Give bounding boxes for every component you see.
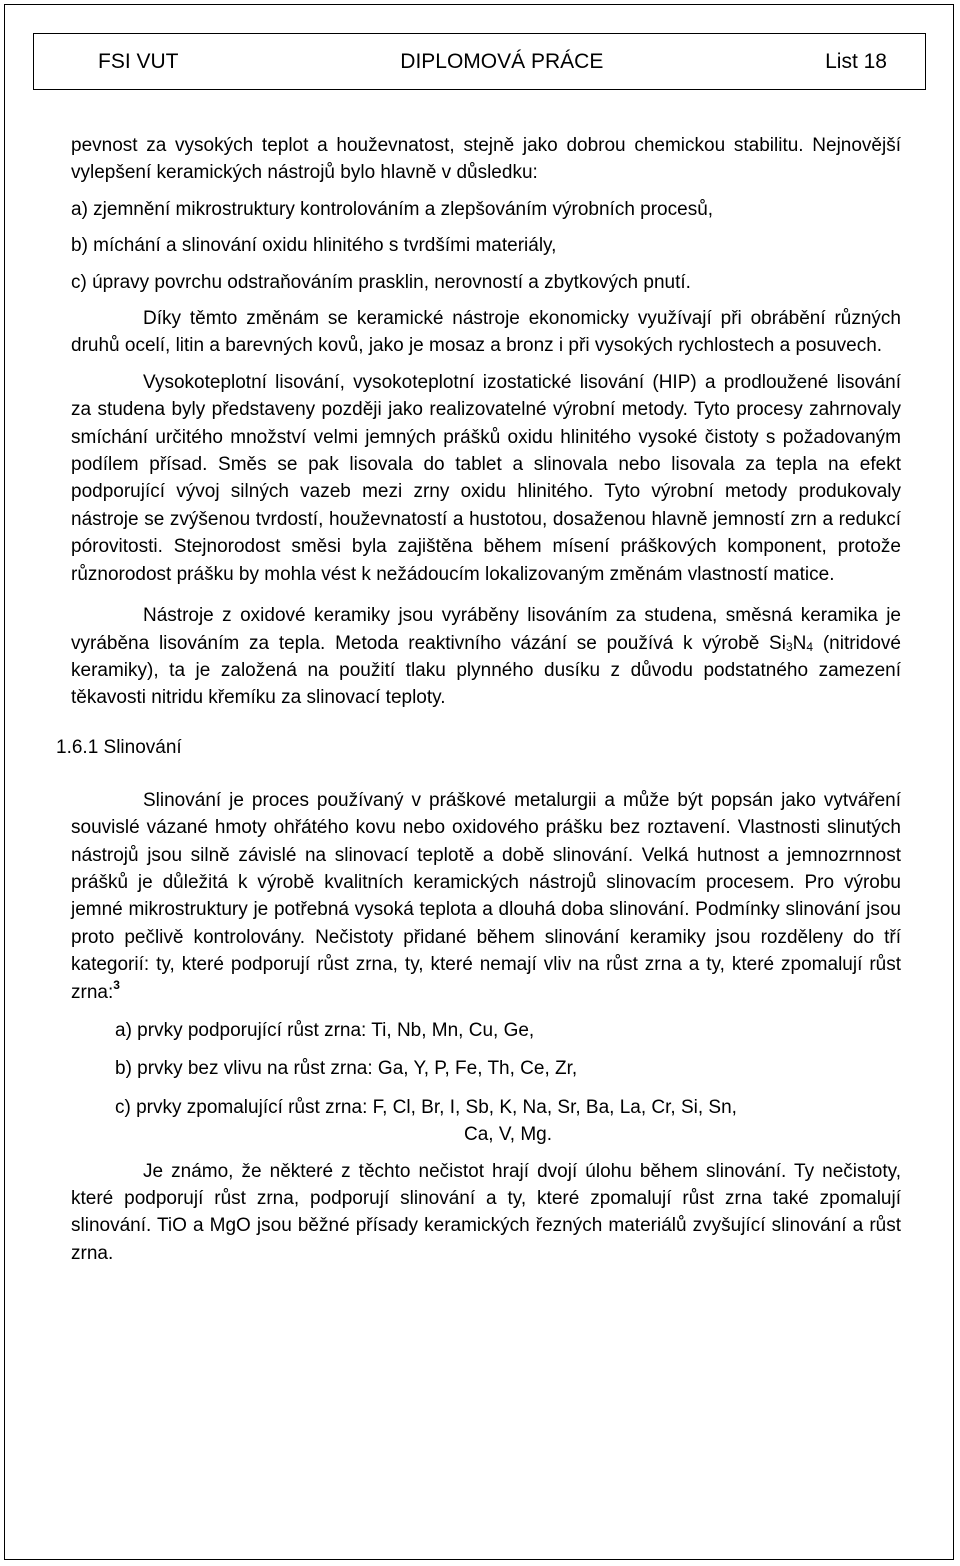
section-paragraph: Slinování je proces používaný v práškové metalurgii a může být popsán jako vytváření souvislé vázané hmoty ohřátého kovu nebo oxidového prášku bez roztavení. Vlastnosti slinutých nástrojů jsou silně závislé na slinovací teplotě a době slinování. Velká hutnost a jemnozrnnost prášků je důležitá k výrobě kvalitních keramických nástrojů slinovacím procesem. Pro výrobu jemné mikrostruktury je potřebná vysoká teplota a dlouhá doba slinování. Podmínky slinování jsou proto pečlivě kontrolovány. Nečistoty přidané během slinování keramiky jsou rozděleny do tří kategorií: ty, které podporují růst zrna, ty, které nemají vliv na růst zrna a ty, které zpomalují růst zrna:$^3$ xyxy=(71,789,901,1003)
page-header xyxy=(33,33,926,90)
section-heading: 1.6.1 Slinování xyxy=(56,736,182,758)
footnote-reference: 3 xyxy=(113,977,120,992)
subscript: 4 xyxy=(806,639,814,654)
element-list xyxy=(115,1017,901,1149)
list-item: b) prvky bez vlivu na růst zrna: Ga, Y, P, Fe, Th, Ce, Zr, xyxy=(115,1058,578,1080)
list-item: b) míchání a slinování oxidu hlinitého s tvrdšími materiály, xyxy=(71,235,557,257)
header-page-number: List 18 xyxy=(825,49,887,73)
list-item-continuation: Ca, V, Mg. xyxy=(463,1124,552,1146)
list-item: c) úpravy povrchu odstraňováním prasklin, nerovností a zbytkových pnutí. xyxy=(71,271,691,293)
subscript: 3 xyxy=(785,639,793,654)
header-document-type: DIPLOMOVÁ PRÁCE xyxy=(400,49,604,73)
intro-paragraph: pevnost za vysokých teplot a houževnatost, stejně jako dobrou chemickou stabilitu. Nejnovější vylepšení keramických nástrojů bylo hlavně v důsledku: xyxy=(71,135,901,184)
list-item: a) prvky podporující růst zrna: Ti, Nb, Mn, Cu, Ge, xyxy=(115,1019,535,1041)
header-institution: FSI VUT xyxy=(98,49,179,73)
list-item: a) zjemnění mikrostruktury kontrolováním a zlepšováním výrobních procesů, xyxy=(71,198,714,220)
body-paragraph: Vysokoteplotní lisování, vysokoteplotní izostatické lisování (HIP) a prodloužené lisování za studena byly představeny později jako realizovatelné výrobní metody. Tyto procesy zahrnovaly smíchání určitého množství velmi jemných prášků oxidu hlinitého vysoké čistoty s požadovaným podílem přísad. Směs se pak lisovala do tablet a slinovala nebo lisovala za tepla na efekt podporující vývoj silných vazeb mezi zrny oxidu hlinitého. Tyto výrobní metody produkovaly nástroje se zvýšenou tvrdostí, houževnatostí a hustotou, dosaženou hlavně jemností zrn a redukcí pórovitosti. Stejnorodost směsi byla zajištěna během mísení práškových komponent, protože různorodost prášku by mohla vést k nežádoucím lokalizovaným změnám vlastností matice. xyxy=(71,371,901,585)
body-paragraph: Díky těmto změnám se keramické nástroje ekonomicky využívají při obrábění různých druhů ocelí, litin a barevných kovů, jako je mosaz a bronz i při vysokých rychlostech a posuvech. xyxy=(71,308,901,357)
closing-paragraph: Je známo, že některé z těchto nečistot hrají dvojí úlohu během slinování. Ty nečistoty, které podporují růst zrna, podporují slinování a ty, které zpomalují růst zrna také zpomalují slinování. TiO a MgO jsou běžné přísady keramických řezných materiálů zvyšující slinování a růst zrna. xyxy=(71,1160,901,1264)
page-content xyxy=(56,132,901,1267)
nitride-paragraph: Nástroje z oxidové keramiky jsou vyráběny lisováním za studena, směsná keramika je vyráběna lisováním za tepla. Metoda reaktivního vázání se používá k výrobě Si3N4 (nitridové keramiky), ta je založená na použití tlaku plynného dusíku z důvodu podstatného zamezení těkavosti nitridu křemíku za slinovací teploty. xyxy=(71,605,901,709)
list-item: c) prvky zpomalující růst zrna: F, Cl, Br, I, Sb, K, Na, Sr, Ba, La, Cr, Si, Sn, xyxy=(115,1096,737,1118)
